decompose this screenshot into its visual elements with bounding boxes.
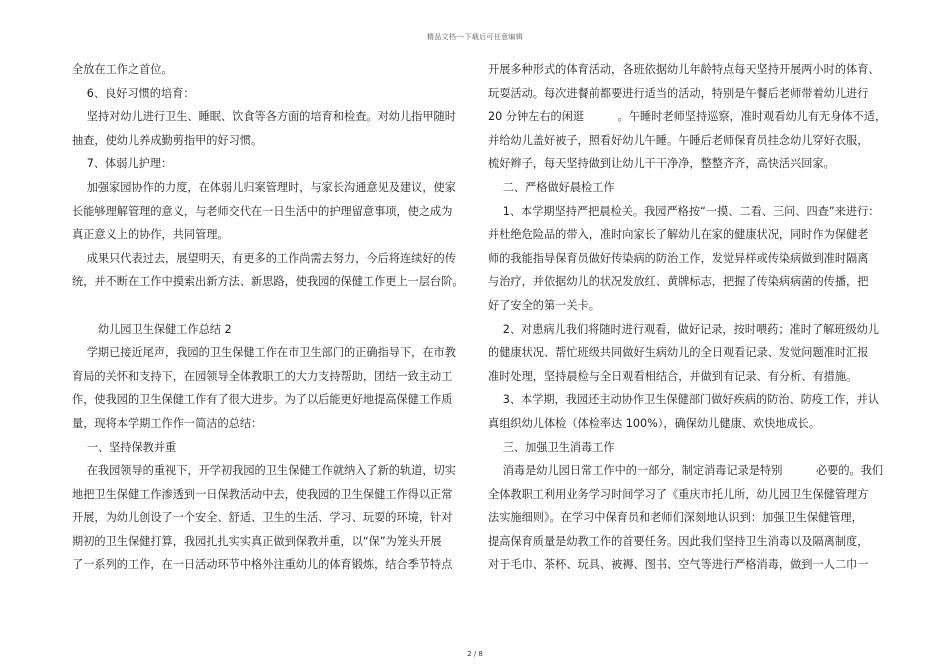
text-line: 师的我能指导保育员做好传染病的防治工作，发觉异样或传染病做到准时隔离 (488, 251, 869, 265)
page-header: 精品文档---下载后可任意编辑 (426, 33, 524, 41)
text-line: 坚持对幼儿进行卫生、睡眠、饮食等各方面的培育和检查。对幼儿指甲随时 (72, 110, 456, 124)
text-line: 梳好辫子，每天坚持做到让幼儿干干净净，整整齐齐，高快活兴回家。 (488, 157, 835, 171)
text-line: 统，并不断在工作中摸索出新方法、新思路，使我园的保健工作更上一层台阶。 (72, 275, 464, 289)
text-line: 的健康状况、帮忙班级共同做好生病幼儿的全日观看记录、发觉问题准时汇报 (488, 346, 869, 360)
text-line: 期初的卫生保健打算，我园扎扎实实真正做到保教并重，以“保”为笼头开展 (72, 534, 442, 548)
text-line: 幼儿园卫生保健工作总结 2 (72, 322, 232, 336)
text-line: 提高保育质量是幼教工作的首要任务。因此我们坚持卫生消毒以及隔离制度， (488, 534, 869, 548)
text-line: 长能够理解管理的意义，与老师交代在一日生活中的护理留意事项，使之成为 (72, 204, 453, 218)
text-line: 了一系列的工作，在一日活动环节中格外注重幼儿的体育锻炼，结合季节特点 (72, 558, 453, 572)
text-line: 抽查，使幼儿养成勤剪指甲的好习惯。 (72, 133, 263, 147)
text-line: 在我园领导的重视下，开学初我园的卫生保健工作就纳入了新的轨道，切实 (72, 464, 456, 478)
text-line: 成果只代表过去，展望明天，有更多的工作尚需去努力，今后将连续好的传 (72, 251, 456, 265)
page-number: 2 / 8 (467, 650, 483, 658)
text-line: 2、对患病儿我们将随时进行观看，做好记录，按时喂药；准时了解班级幼儿 (488, 322, 880, 336)
text-line: 玩耍活动。每次进餐前都要进行适当的活动，特别是午餐后老师带着幼儿进行 (488, 86, 869, 100)
text-line: 一、坚持保教并重 (72, 440, 177, 454)
text-line: 三、加强卫生消毒工作 (488, 440, 615, 454)
text-line: 与治疗，并依据幼儿的状况发放红、黄牌标志，把握了传染病病菌的传播，把 (488, 275, 869, 289)
text-line: 并给幼儿盖好被子，照看好幼儿午睡。午睡后老师保育员挂念幼儿穿好衣服， (488, 133, 869, 147)
text-line: 学期已接近尾声，我园的卫生保健工作在市卫生部门的正确指导下，在市教 (72, 346, 456, 360)
text-line: 加强家园协作的力度，在体弱儿归案管理时，与家长沟通意见及建议，使家 (72, 180, 456, 194)
text-line: 真正意义上的协作，共同管理。 (72, 228, 229, 242)
text-line: 量，现将本学期工作作一简洁的总结： (72, 416, 263, 430)
text-line: 全放在工作之首位。 (72, 63, 173, 76)
text-line: 准时处理，坚持晨检与全日观看相结合，并做到有记录、有分析、有措施。 (488, 369, 858, 383)
text-line: 开展多种形式的体育活动，各班依据幼儿年龄特点每天坚持开展两小时的体育、 (488, 63, 880, 76)
text-line: 消毒是幼儿园日常工作中的一部分，制定消毒记录是特别 必要的。我们 (488, 464, 884, 478)
text-line: 二、严格做好晨检工作 (488, 180, 615, 194)
text-line (72, 294, 464, 318)
text-line: 1、本学期坚持严把晨检关。我园严格按“一摸、二看、三问、四查”来进行： (488, 204, 880, 218)
text-line: 法实施细则》。在学习中保育员和老师们深刻地认识到：加强卫生保健管理， (488, 511, 863, 525)
text-line: 全体教职工利用业务学习时间学习了《重庆市托儿所，幼儿园卫生保健管理方 (488, 487, 869, 501)
left-column (72, 58, 464, 577)
text-line: 育局的关怀和支持下，在园领导全体教职工的大力支持帮助，团结一致主动工 (72, 369, 453, 383)
text-line: 作，使我园的卫生保健工作有了很大进步。为了以后能更好地提高保健工作质 (72, 393, 453, 407)
text-line: 开展，为幼儿创设了一个安全、舒适、卫生的生活、学习、玩耍的环境，针对 (72, 511, 453, 525)
text-line: 3、本学期，我园还主动协作卫生保健部门做好疾病的防治、防疫工作，并认 (488, 393, 880, 407)
text-line: 6、良好习惯的培育： (72, 86, 195, 100)
text-line: 7、体弱儿护理： (72, 157, 173, 171)
right-column (488, 58, 887, 577)
text-line: 对于毛巾、茶杯、玩具、被褥、图书、空气等进行严格消毒，做到一人二巾一 (488, 558, 869, 572)
text-line: 20 分钟左右的闲逛 。午睡时老师坚持巡察，准时观看幼儿有无身体不适， (488, 110, 887, 124)
text-line: 真组织幼儿体检（体检率达 100%），确保幼儿健康、欢快地成长。 (488, 416, 821, 430)
text-line: 好了安全的第一关卡。 (488, 298, 600, 312)
text-line: 并杜绝危险品的带入，准时向家长了解幼儿在家的健康状况，同时作为保健老 (488, 228, 869, 242)
text-line: 地把卫生保健工作渗透到一日保教活动中去，使我园的卫生保健工作得以正常 (72, 487, 453, 501)
